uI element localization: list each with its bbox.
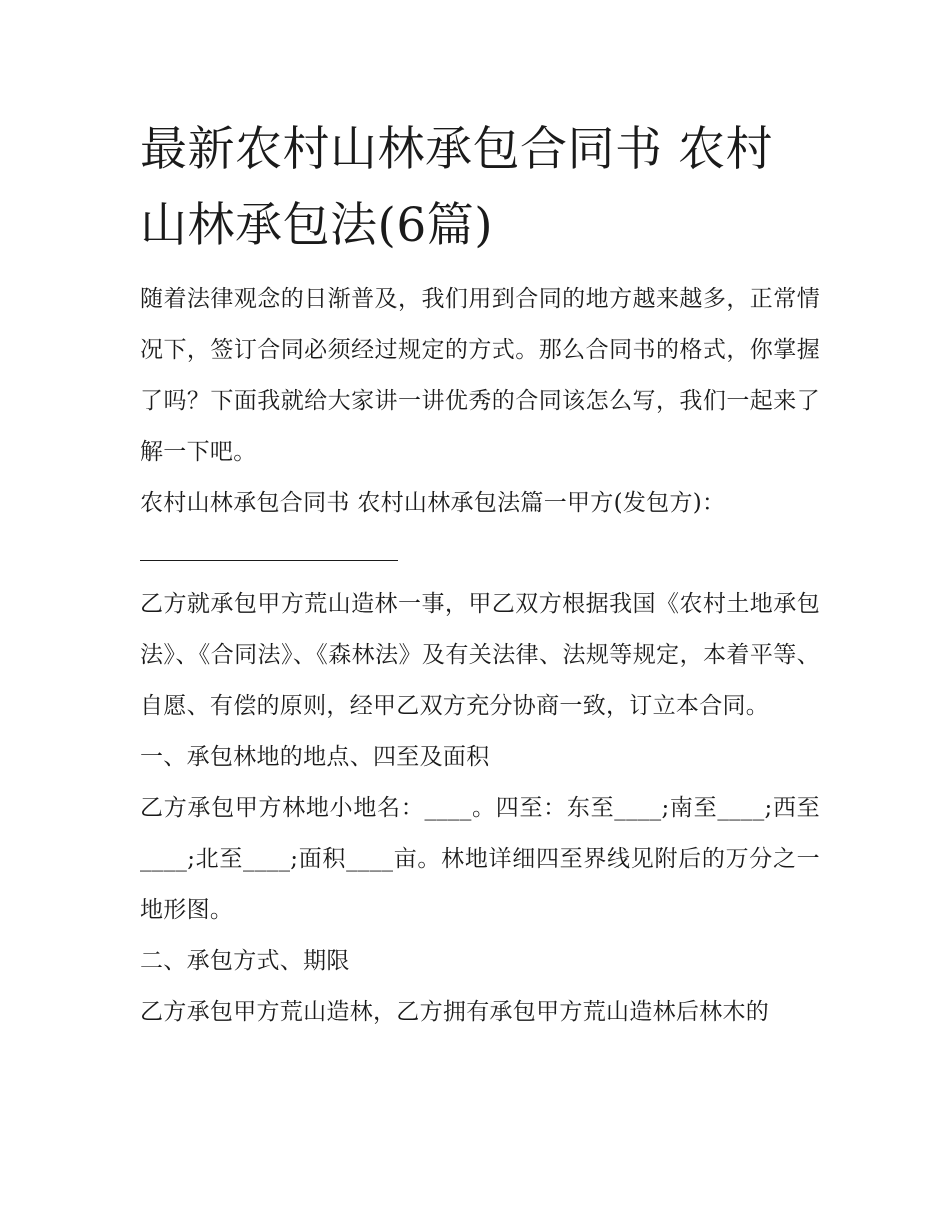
clause-2-heading: 二、承包方式、期限 xyxy=(140,948,350,974)
document-page xyxy=(140,112,820,1038)
intro-paragraph: 随着法律观念的日渐普及，我们用到合同的地方越来越多，正常情况下，签订合同必须经过规定的方式。那么合同书的格式，你掌握了吗？下面我就给大家讲一讲优秀的合同该怎么写，我们一起来了解一下吧。 xyxy=(140,286,820,465)
fill-in-blank-line xyxy=(140,560,398,561)
clause-1-heading: 一、承包林地的地点、四至及面积 xyxy=(140,744,490,770)
clause-2-body: 乙方承包甲方荒山造林，乙方拥有承包甲方荒山造林后林木的 xyxy=(140,999,770,1025)
contract-preamble: 乙方就承包甲方荒山造林一事，甲乙双方根据我国《农村土地承包法》、《合同法》、《森林法》及有关法律、法规等规定，本着平等、自愿、有偿的原则，经甲乙双方充分协商一致，订立本合同。 xyxy=(140,591,820,719)
section-heading: 农村山林承包合同书 农村山林承包法篇一甲方(发包方)： xyxy=(140,490,726,516)
document-title: 最新农村山林承包合同书 农村山林承包法(6篇) xyxy=(140,122,773,253)
clause-1-body: 乙方承包甲方林地小地名：____。四至：东至____;南至____;西至____;北至____;面积____亩。林地详细四至界线见附后的万分之一地形图。 xyxy=(140,795,820,923)
